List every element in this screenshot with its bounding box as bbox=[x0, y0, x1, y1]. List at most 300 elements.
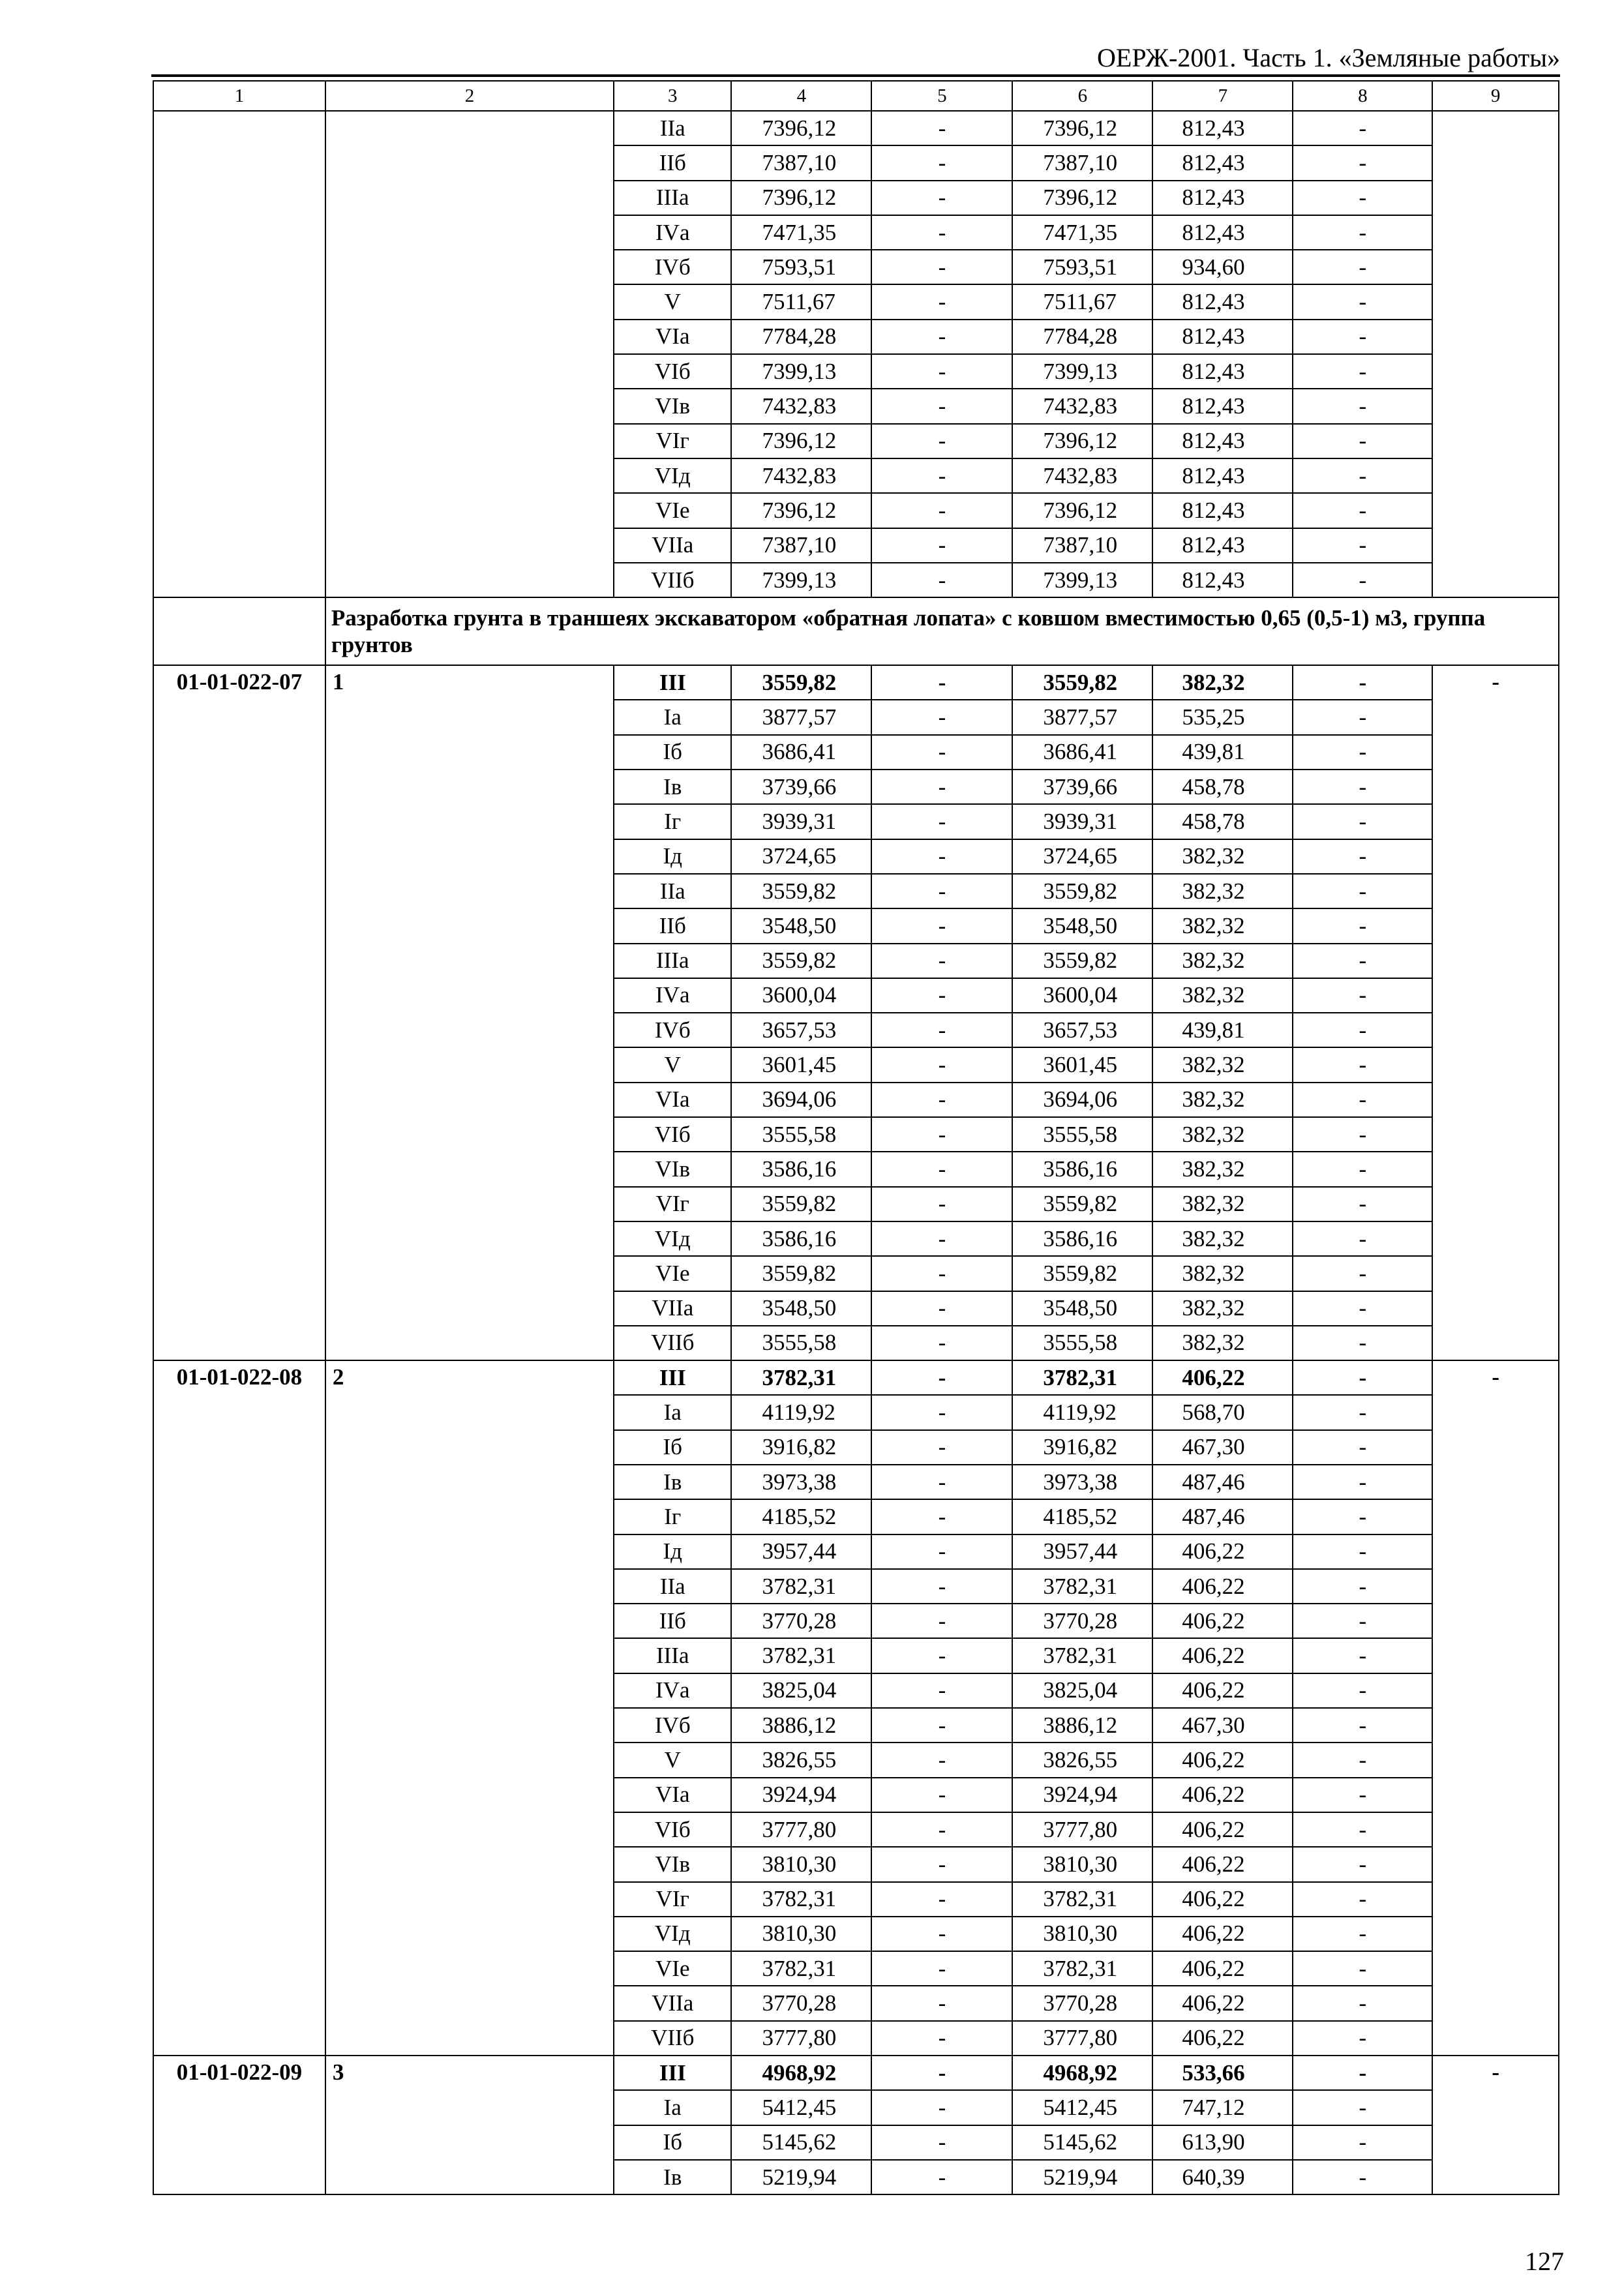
direct-cost: 3559,82 bbox=[731, 944, 871, 978]
machinist-wages: 406,22 bbox=[1152, 1986, 1293, 2020]
materials-value: - bbox=[1293, 354, 1432, 389]
direct-cost: 3686,41 bbox=[731, 735, 871, 770]
wages-value: - bbox=[871, 665, 1012, 700]
machinist-wages: 812,43 bbox=[1152, 528, 1293, 563]
soil-group: VIа bbox=[614, 320, 731, 354]
soil-group: IIа bbox=[614, 874, 731, 908]
machine-cost: 3600,04 bbox=[1012, 978, 1152, 1013]
direct-cost: 3600,04 bbox=[731, 978, 871, 1013]
table-row bbox=[153, 2056, 1559, 2090]
wages-value: - bbox=[871, 839, 1012, 874]
soil-group: VIб bbox=[614, 354, 731, 389]
machinist-wages: 640,39 bbox=[1152, 2160, 1293, 2194]
materials-value: - bbox=[1293, 1778, 1432, 1812]
wages-value: - bbox=[871, 2056, 1012, 2090]
materials-value: - bbox=[1293, 700, 1432, 734]
section-heading-row bbox=[153, 597, 1559, 665]
machine-cost: 3555,58 bbox=[1012, 1117, 1152, 1152]
wages-value: - bbox=[871, 1152, 1012, 1186]
soil-group: Iд bbox=[614, 839, 731, 874]
soil-group: IVб bbox=[614, 1708, 731, 1743]
materials-value: - bbox=[1293, 665, 1432, 700]
machinist-wages: 406,22 bbox=[1152, 1569, 1293, 1604]
machine-cost: 3825,04 bbox=[1012, 1673, 1152, 1708]
soil-group: VIг bbox=[614, 1882, 731, 1917]
machinist-wages: 382,32 bbox=[1152, 944, 1293, 978]
soil-group: IIб bbox=[614, 1604, 731, 1638]
wages-value: - bbox=[871, 978, 1012, 1013]
materials-value: - bbox=[1293, 389, 1432, 423]
materials-value: - bbox=[1293, 2056, 1432, 2090]
machine-cost: 3810,30 bbox=[1012, 1847, 1152, 1881]
wages-value: - bbox=[871, 250, 1012, 284]
soil-group: Iб bbox=[614, 735, 731, 770]
direct-cost: 3826,55 bbox=[731, 1743, 871, 1777]
wages-value: - bbox=[871, 1708, 1012, 1743]
soil-group: IVа bbox=[614, 1673, 731, 1708]
machine-cost: 3559,82 bbox=[1012, 874, 1152, 908]
wages-value: - bbox=[871, 1638, 1012, 1673]
machinist-wages: 812,43 bbox=[1152, 215, 1293, 250]
column-number: 8 bbox=[1293, 81, 1432, 111]
wages-value: - bbox=[871, 145, 1012, 180]
wages-value: - bbox=[871, 1673, 1012, 1708]
direct-cost: 7396,12 bbox=[731, 493, 871, 528]
machinist-wages: 812,43 bbox=[1152, 284, 1293, 319]
soil-group: VIд bbox=[614, 1221, 731, 1256]
direct-cost: 3777,80 bbox=[731, 2021, 871, 2056]
wages-value: - bbox=[871, 424, 1012, 458]
materials-value: - bbox=[1293, 250, 1432, 284]
machine-cost: 3601,45 bbox=[1012, 1047, 1152, 1082]
machinist-wages: 406,22 bbox=[1152, 1778, 1293, 1812]
machine-cost: 7471,35 bbox=[1012, 215, 1152, 250]
soil-group: Iв bbox=[614, 2160, 731, 2194]
wages-value: - bbox=[871, 563, 1012, 597]
wages-value: - bbox=[871, 770, 1012, 804]
direct-cost: 7399,13 bbox=[731, 563, 871, 597]
direct-cost: 7784,28 bbox=[731, 320, 871, 354]
soil-group: VIIб bbox=[614, 563, 731, 597]
materials-value: - bbox=[1293, 1499, 1432, 1534]
wages-value: - bbox=[871, 1326, 1012, 1360]
machinist-wages: 382,32 bbox=[1152, 1291, 1293, 1326]
machine-cost: 7511,67 bbox=[1012, 284, 1152, 319]
direct-cost: 7396,12 bbox=[731, 181, 871, 215]
direct-cost: 3916,82 bbox=[731, 1430, 871, 1465]
soil-group: IIб bbox=[614, 145, 731, 180]
wages-value: - bbox=[871, 1291, 1012, 1326]
soil-group: Iг bbox=[614, 804, 731, 839]
soil-group: VIе bbox=[614, 1951, 731, 1986]
col9-value: - bbox=[1432, 2056, 1559, 2194]
column-number: 4 bbox=[731, 81, 871, 111]
direct-cost: 3924,94 bbox=[731, 1778, 871, 1812]
direct-cost: 3770,28 bbox=[731, 1604, 871, 1638]
column-number: 7 bbox=[1152, 81, 1293, 111]
soil-group: IIа bbox=[614, 1569, 731, 1604]
machine-cost: 3810,30 bbox=[1012, 1917, 1152, 1951]
machine-cost: 3916,82 bbox=[1012, 1430, 1152, 1465]
soil-group: VIа bbox=[614, 1083, 731, 1117]
direct-cost: 3586,16 bbox=[731, 1152, 871, 1186]
machine-cost: 7432,83 bbox=[1012, 389, 1152, 423]
materials-value: - bbox=[1293, 735, 1432, 770]
machine-cost: 5412,45 bbox=[1012, 2090, 1152, 2125]
soil-group: VIд bbox=[614, 1917, 731, 1951]
wages-value: - bbox=[871, 1083, 1012, 1117]
materials-value: - bbox=[1293, 1221, 1432, 1256]
direct-cost: 3559,82 bbox=[731, 665, 871, 700]
col9-value: - bbox=[1432, 1360, 1559, 2056]
soil-group: VIб bbox=[614, 1117, 731, 1152]
soil-group: VIд bbox=[614, 458, 731, 493]
wages-value: - bbox=[871, 1534, 1012, 1569]
machine-cost: 3770,28 bbox=[1012, 1604, 1152, 1638]
direct-cost: 3601,45 bbox=[731, 1047, 871, 1082]
machine-cost: 3782,31 bbox=[1012, 1882, 1152, 1917]
machinist-wages: 439,81 bbox=[1152, 735, 1293, 770]
machinist-wages: 467,30 bbox=[1152, 1708, 1293, 1743]
wages-value: - bbox=[871, 1778, 1012, 1812]
soil-group: V bbox=[614, 284, 731, 319]
machinist-wages: 812,43 bbox=[1152, 354, 1293, 389]
materials-value: - bbox=[1293, 1708, 1432, 1743]
machine-cost: 7396,12 bbox=[1012, 181, 1152, 215]
soil-group: VIIа bbox=[614, 528, 731, 563]
wages-value: - bbox=[871, 1743, 1012, 1777]
machine-cost: 7387,10 bbox=[1012, 528, 1152, 563]
machinist-wages: 812,43 bbox=[1152, 424, 1293, 458]
materials-value: - bbox=[1293, 874, 1432, 908]
soil-group: IVб bbox=[614, 250, 731, 284]
machinist-wages: 382,32 bbox=[1152, 1083, 1293, 1117]
machinist-wages: 439,81 bbox=[1152, 1013, 1293, 1047]
wages-value: - bbox=[871, 1395, 1012, 1429]
direct-cost: 3739,66 bbox=[731, 770, 871, 804]
soil-group: VIIа bbox=[614, 1986, 731, 2020]
direct-cost: 4119,92 bbox=[731, 1395, 871, 1429]
section-heading: Разработка грунта в траншеях экскаватором «обратная лопата» с ковшом вместимостью 0,65 (0,5-1) м3, группа грунтов bbox=[325, 597, 1559, 665]
machinist-wages: 382,32 bbox=[1152, 1047, 1293, 1082]
soil-group: III bbox=[614, 2056, 731, 2090]
soil-group: IIIа bbox=[614, 944, 731, 978]
direct-cost: 3555,58 bbox=[731, 1326, 871, 1360]
wages-value: - bbox=[871, 1430, 1012, 1465]
wages-value: - bbox=[871, 284, 1012, 319]
machine-cost: 3548,50 bbox=[1012, 1291, 1152, 1326]
materials-value: - bbox=[1293, 1117, 1432, 1152]
machinist-wages: 747,12 bbox=[1152, 2090, 1293, 2125]
materials-value: - bbox=[1293, 1360, 1432, 1395]
machine-cost: 3777,80 bbox=[1012, 1812, 1152, 1847]
materials-value: - bbox=[1293, 111, 1432, 145]
materials-value: - bbox=[1293, 1326, 1432, 1360]
machinist-wages: 812,43 bbox=[1152, 563, 1293, 597]
wages-value: - bbox=[871, 111, 1012, 145]
machine-cost: 3657,53 bbox=[1012, 1013, 1152, 1047]
column-number: 1 bbox=[153, 81, 325, 111]
rate-number bbox=[325, 111, 614, 597]
wages-value: - bbox=[871, 1882, 1012, 1917]
soil-group: Iб bbox=[614, 2125, 731, 2160]
machinist-wages: 812,43 bbox=[1152, 493, 1293, 528]
soil-group: Iг bbox=[614, 1499, 731, 1534]
soil-group: IIIа bbox=[614, 1638, 731, 1673]
wages-value: - bbox=[871, 1256, 1012, 1291]
machine-cost: 3886,12 bbox=[1012, 1708, 1152, 1743]
wages-value: - bbox=[871, 1986, 1012, 2020]
machinist-wages: 812,43 bbox=[1152, 320, 1293, 354]
soil-group: VIв bbox=[614, 389, 731, 423]
machine-cost: 3555,58 bbox=[1012, 1326, 1152, 1360]
wages-value: - bbox=[871, 2160, 1012, 2194]
rate-code: 01-01-022-07 bbox=[153, 665, 325, 1360]
wages-value: - bbox=[871, 735, 1012, 770]
wages-value: - bbox=[871, 389, 1012, 423]
machine-cost: 4968,92 bbox=[1012, 2056, 1152, 2090]
wages-value: - bbox=[871, 2021, 1012, 2056]
soil-group: Iд bbox=[614, 1534, 731, 1569]
machine-cost: 3782,31 bbox=[1012, 1951, 1152, 1986]
direct-cost: 3877,57 bbox=[731, 700, 871, 734]
direct-cost: 7396,12 bbox=[731, 424, 871, 458]
machinist-wages: 406,22 bbox=[1152, 1882, 1293, 1917]
soil-group: V bbox=[614, 1743, 731, 1777]
wages-value: - bbox=[871, 1221, 1012, 1256]
materials-value: - bbox=[1293, 2160, 1432, 2194]
machine-cost: 7399,13 bbox=[1012, 354, 1152, 389]
materials-value: - bbox=[1293, 1187, 1432, 1221]
machinist-wages: 406,22 bbox=[1152, 1812, 1293, 1847]
machine-cost: 5145,62 bbox=[1012, 2125, 1152, 2160]
machine-cost: 3924,94 bbox=[1012, 1778, 1152, 1812]
wages-value: - bbox=[871, 1187, 1012, 1221]
materials-value: - bbox=[1293, 1534, 1432, 1569]
machine-cost: 4185,52 bbox=[1012, 1499, 1152, 1534]
column-number: 5 bbox=[871, 81, 1012, 111]
column-number-row bbox=[153, 81, 1559, 111]
materials-value: - bbox=[1293, 1638, 1432, 1673]
direct-cost: 3782,31 bbox=[731, 1638, 871, 1673]
materials-value: - bbox=[1293, 1465, 1432, 1499]
machinist-wages: 812,43 bbox=[1152, 458, 1293, 493]
machinist-wages: 535,25 bbox=[1152, 700, 1293, 734]
machine-cost: 3777,80 bbox=[1012, 2021, 1152, 2056]
table-row bbox=[153, 1360, 1559, 1395]
soil-group: III bbox=[614, 1360, 731, 1395]
materials-value: - bbox=[1293, 458, 1432, 493]
soil-group: VIв bbox=[614, 1847, 731, 1881]
soil-group: VIг bbox=[614, 424, 731, 458]
materials-value: - bbox=[1293, 1395, 1432, 1429]
wages-value: - bbox=[871, 181, 1012, 215]
direct-cost: 7593,51 bbox=[731, 250, 871, 284]
table-body bbox=[153, 81, 1559, 2194]
column-number: 3 bbox=[614, 81, 731, 111]
machine-cost: 3939,31 bbox=[1012, 804, 1152, 839]
materials-value: - bbox=[1293, 563, 1432, 597]
materials-value: - bbox=[1293, 770, 1432, 804]
machine-cost: 3559,82 bbox=[1012, 665, 1152, 700]
direct-cost: 3782,31 bbox=[731, 1360, 871, 1395]
wages-value: - bbox=[871, 1569, 1012, 1604]
soil-group: Iв bbox=[614, 1465, 731, 1499]
soil-group: VIIб bbox=[614, 2021, 731, 2056]
rate-number: 3 bbox=[325, 2056, 614, 2194]
direct-cost: 3777,80 bbox=[731, 1812, 871, 1847]
document-title: ОЕРЖ-2001. Часть 1. «Земляные работы» bbox=[1097, 43, 1560, 72]
materials-value: - bbox=[1293, 1152, 1432, 1186]
materials-value: - bbox=[1293, 493, 1432, 528]
wages-value: - bbox=[871, 874, 1012, 908]
soil-group: VIIа bbox=[614, 1291, 731, 1326]
direct-cost: 5412,45 bbox=[731, 2090, 871, 2125]
direct-cost: 3886,12 bbox=[731, 1708, 871, 1743]
direct-cost: 4185,52 bbox=[731, 1499, 871, 1534]
machinist-wages: 458,78 bbox=[1152, 804, 1293, 839]
machinist-wages: 382,32 bbox=[1152, 874, 1293, 908]
materials-value: - bbox=[1293, 424, 1432, 458]
wages-value: - bbox=[871, 2125, 1012, 2160]
soil-group: IVа bbox=[614, 978, 731, 1013]
machinist-wages: 487,46 bbox=[1152, 1465, 1293, 1499]
machinist-wages: 382,32 bbox=[1152, 908, 1293, 943]
materials-value: - bbox=[1293, 1430, 1432, 1465]
soil-group: VIб bbox=[614, 1812, 731, 1847]
machine-cost: 3586,16 bbox=[1012, 1221, 1152, 1256]
machinist-wages: 382,32 bbox=[1152, 1221, 1293, 1256]
wages-value: - bbox=[871, 493, 1012, 528]
materials-value: - bbox=[1293, 1013, 1432, 1047]
materials-value: - bbox=[1293, 1047, 1432, 1082]
machine-cost: 3559,82 bbox=[1012, 944, 1152, 978]
machinist-wages: 934,60 bbox=[1152, 250, 1293, 284]
soil-group: IIа bbox=[614, 111, 731, 145]
direct-cost: 7387,10 bbox=[731, 528, 871, 563]
direct-cost: 3782,31 bbox=[731, 1569, 871, 1604]
machinist-wages: 382,32 bbox=[1152, 1187, 1293, 1221]
materials-value: - bbox=[1293, 978, 1432, 1013]
soil-group: Iа bbox=[614, 700, 731, 734]
machinist-wages: 406,22 bbox=[1152, 1534, 1293, 1569]
materials-value: - bbox=[1293, 1604, 1432, 1638]
machine-cost: 3877,57 bbox=[1012, 700, 1152, 734]
machinist-wages: 406,22 bbox=[1152, 1673, 1293, 1708]
direct-cost: 3939,31 bbox=[731, 804, 871, 839]
machine-cost: 7432,83 bbox=[1012, 458, 1152, 493]
machinist-wages: 568,70 bbox=[1152, 1395, 1293, 1429]
direct-cost: 3548,50 bbox=[731, 1291, 871, 1326]
soil-group: VIг bbox=[614, 1187, 731, 1221]
machine-cost: 5219,94 bbox=[1012, 2160, 1152, 2194]
machine-cost: 3782,31 bbox=[1012, 1569, 1152, 1604]
direct-cost: 3559,82 bbox=[731, 1187, 871, 1221]
materials-value: - bbox=[1293, 1917, 1432, 1951]
direct-cost: 3770,28 bbox=[731, 1986, 871, 2020]
machine-cost: 3548,50 bbox=[1012, 908, 1152, 943]
table-row bbox=[153, 111, 1559, 145]
materials-value: - bbox=[1293, 1986, 1432, 2020]
machinist-wages: 406,22 bbox=[1152, 1917, 1293, 1951]
materials-value: - bbox=[1293, 839, 1432, 874]
column-number: 6 bbox=[1012, 81, 1152, 111]
col9-value: - bbox=[1432, 665, 1559, 1360]
machinist-wages: 406,22 bbox=[1152, 1951, 1293, 1986]
machinist-wages: 812,43 bbox=[1152, 389, 1293, 423]
running-header bbox=[151, 40, 1560, 76]
rate-number: 2 bbox=[325, 1360, 614, 2056]
materials-value: - bbox=[1293, 320, 1432, 354]
soil-group: VIа bbox=[614, 1778, 731, 1812]
machinist-wages: 382,32 bbox=[1152, 1152, 1293, 1186]
materials-value: - bbox=[1293, 1083, 1432, 1117]
direct-cost: 3559,82 bbox=[731, 874, 871, 908]
wages-value: - bbox=[871, 1604, 1012, 1638]
machinist-wages: 406,22 bbox=[1152, 1743, 1293, 1777]
materials-value: - bbox=[1293, 145, 1432, 180]
machinist-wages: 458,78 bbox=[1152, 770, 1293, 804]
materials-value: - bbox=[1293, 944, 1432, 978]
soil-group: IIIа bbox=[614, 181, 731, 215]
machine-cost: 3559,82 bbox=[1012, 1187, 1152, 1221]
materials-value: - bbox=[1293, 908, 1432, 943]
wages-value: - bbox=[871, 804, 1012, 839]
col9-value bbox=[1432, 111, 1559, 597]
materials-value: - bbox=[1293, 215, 1432, 250]
rate-code bbox=[153, 111, 325, 597]
direct-cost: 3559,82 bbox=[731, 1256, 871, 1291]
soil-group: VIе bbox=[614, 1256, 731, 1291]
materials-value: - bbox=[1293, 2090, 1432, 2125]
machine-cost: 7593,51 bbox=[1012, 250, 1152, 284]
direct-cost: 7432,83 bbox=[731, 389, 871, 423]
machinist-wages: 406,22 bbox=[1152, 1604, 1293, 1638]
machinist-wages: 406,22 bbox=[1152, 2021, 1293, 2056]
page-number: 127 bbox=[1525, 2247, 1564, 2276]
machine-cost: 7387,10 bbox=[1012, 145, 1152, 180]
rate-number: 1 bbox=[325, 665, 614, 1360]
machine-cost: 7396,12 bbox=[1012, 111, 1152, 145]
machine-cost: 3559,82 bbox=[1012, 1256, 1152, 1291]
soil-group: IIб bbox=[614, 908, 731, 943]
wages-value: - bbox=[871, 908, 1012, 943]
machine-cost: 3826,55 bbox=[1012, 1743, 1152, 1777]
wages-value: - bbox=[871, 944, 1012, 978]
direct-cost: 3957,44 bbox=[731, 1534, 871, 1569]
materials-value: - bbox=[1293, 1882, 1432, 1917]
machine-cost: 3782,31 bbox=[1012, 1638, 1152, 1673]
wages-value: - bbox=[871, 1917, 1012, 1951]
direct-cost: 3657,53 bbox=[731, 1013, 871, 1047]
direct-cost: 7511,67 bbox=[731, 284, 871, 319]
machinist-wages: 382,32 bbox=[1152, 665, 1293, 700]
machinist-wages: 382,32 bbox=[1152, 1326, 1293, 1360]
rate-code: 01-01-022-08 bbox=[153, 1360, 325, 2056]
direct-cost: 7387,10 bbox=[731, 145, 871, 180]
machine-cost: 7399,13 bbox=[1012, 563, 1152, 597]
wages-value: - bbox=[871, 1465, 1012, 1499]
soil-group: Iа bbox=[614, 1395, 731, 1429]
machinist-wages: 406,22 bbox=[1152, 1847, 1293, 1881]
direct-cost: 7432,83 bbox=[731, 458, 871, 493]
wages-value: - bbox=[871, 2090, 1012, 2125]
machine-cost: 3586,16 bbox=[1012, 1152, 1152, 1186]
direct-cost: 3825,04 bbox=[731, 1673, 871, 1708]
wages-value: - bbox=[871, 1117, 1012, 1152]
machinist-wages: 533,66 bbox=[1152, 2056, 1293, 2090]
wages-value: - bbox=[871, 1047, 1012, 1082]
